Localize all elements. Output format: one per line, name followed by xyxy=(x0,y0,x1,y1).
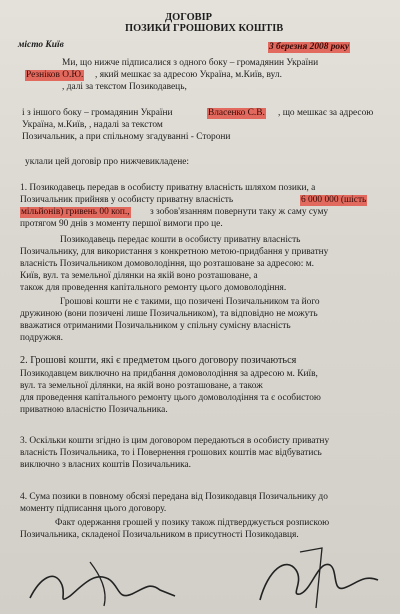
borrower-signature-stroke xyxy=(300,548,322,608)
party2-line1b: , що мешкає за адресою xyxy=(278,108,374,118)
loan-amount-1: 6 000 000 (шість xyxy=(301,195,367,205)
loan-amount-2: мільйонів) гривень 00 коп., xyxy=(21,207,130,217)
p1-s8: вважатися отриманими Позичальником у спільну сумісну власність xyxy=(20,321,291,331)
p4-line3: Факт одержання грошей у позику також підтверджується розпискою xyxy=(55,518,330,528)
p3-line1: 3. Оскільки кошти згідно із цим договором передаються в особисту приватну xyxy=(20,436,330,446)
p2-line1: 2. Грошові кошти, які є предметом цього договору позичаються xyxy=(20,355,297,366)
party2-line1: і з іншого боку – громадянин України xyxy=(22,108,173,118)
party1-line2: , який мешкає за адресою Україна, м.Київ, вул. xyxy=(95,70,282,80)
lender-signature-stroke xyxy=(90,562,105,606)
document-subtitle: ПОЗИКИ ГРОШОВИХ КОШТІВ xyxy=(125,23,284,34)
p1-line2: Позичальник прийняв у особисту приватну власність xyxy=(20,195,234,205)
p1-line4: протягом 90 днів з моменту першої вимоги про це. xyxy=(20,219,223,229)
intro-line: уклали цей договір про нижчевикладене: xyxy=(25,157,190,167)
lender-signature xyxy=(30,576,175,599)
city: місто Київ xyxy=(18,40,64,50)
p1-line1: 1. Позикодавець передав в особисту приватну власність шляхом позики, а xyxy=(20,183,316,193)
p1-s7: дружиною (вони позичені лише Позичальником), та відповідно не можуть xyxy=(20,309,318,319)
p2-line3: вул. та земельної ділянки, на якій воно розташоване, а також xyxy=(20,381,263,391)
p4-line1: 4. Сума позики в повному обсязі передана від Позикодавця Позичальнику до xyxy=(20,492,328,502)
p1-s3: власність Позичальником домоволодіння, що розташоване за адресою: м. xyxy=(20,259,315,269)
p1-s9: подружжя. xyxy=(20,333,63,343)
contract-date: 3 березня 2008 року xyxy=(269,42,350,52)
party2-line3: Позичальник, а при спільному згадуванні - Сторони xyxy=(22,132,231,142)
p3-line3: виключно з власних коштів Позичальника. xyxy=(20,460,192,470)
party2-line2: Україна, м.Київ, , надалі за текстом xyxy=(22,120,163,130)
p4-line2: моменту підписання цього договору. xyxy=(20,504,167,514)
party1-line3: , далі за текстом Позикодавець, xyxy=(62,82,187,92)
p1-s6: Грошові кошти не є такими, що позичені Позичальником та його xyxy=(60,297,320,307)
p1-s2: Позичальнику, для використання з конкретною метою-придбання у приватну xyxy=(20,247,329,257)
p2-line5: приватною власністю Позичальника. xyxy=(20,405,168,415)
lender-name: Резніков О.Ю. xyxy=(26,70,84,80)
document-title: ДОГОВІР xyxy=(165,12,212,23)
p1-s1: Позикодавець передає кошти в особисту приватну власність xyxy=(60,235,301,245)
p1-line3: з зобов'язанням повернути таку ж саму суму xyxy=(150,207,329,217)
p1-s4: Київ, вул. та земельної ділянки на якій воно розташоване, а xyxy=(20,271,258,281)
party1-line1: Ми, що нижче підписалися з одного боку – громадянин України xyxy=(62,58,319,68)
p2-line2: Позикодавцем виключно на придбання домоволодіння за адресою м. Київ, xyxy=(20,369,318,379)
p3-line2: власність Позичальника, то і Повернення грошових коштів має відбуватись xyxy=(20,448,322,458)
p2-line4: для проведення капітального ремонту цього домоволодіння та є особистою xyxy=(20,393,321,403)
p4-line4: Позичальника, складеної Позичальником в присутності Позикодавця. xyxy=(20,530,299,540)
borrower-name: Власенко С.В. xyxy=(208,108,265,118)
p1-s5: також для проведення капітального ремонту цього домоволодіння. xyxy=(20,283,287,293)
